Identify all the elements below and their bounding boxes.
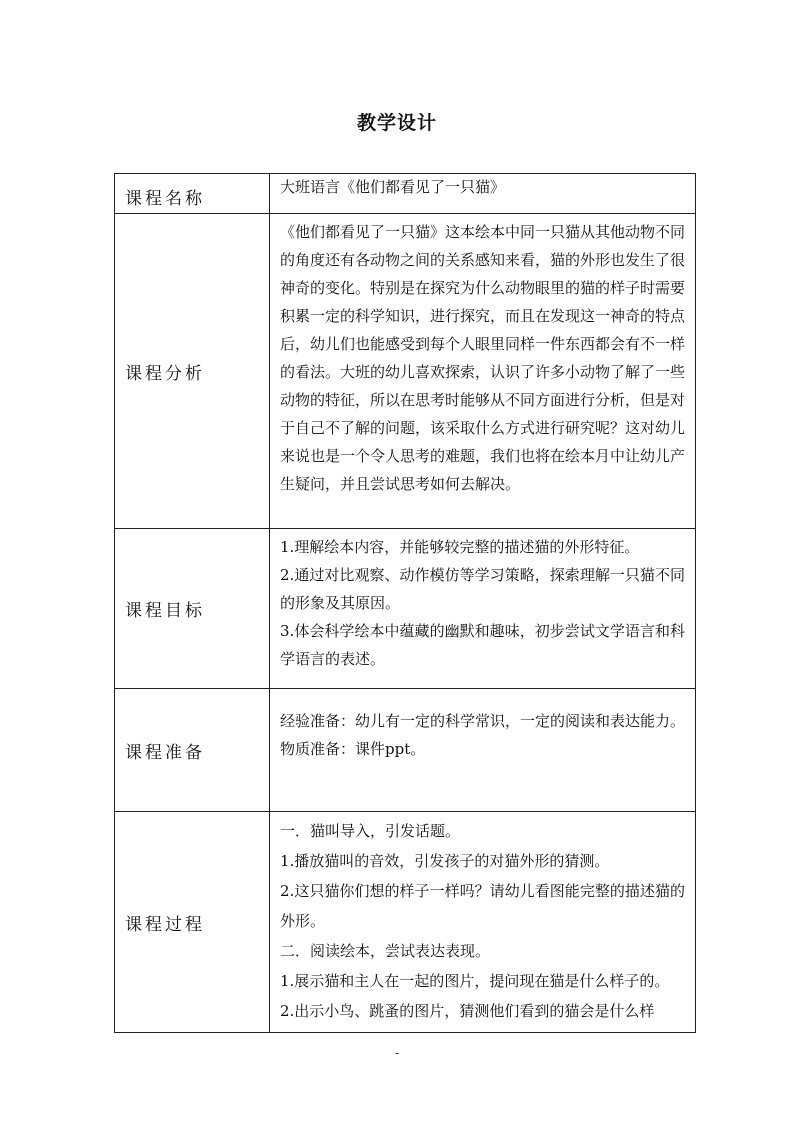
content-line: 二．阅读绘本，尝试表达表现。 <box>280 942 491 960</box>
row-content <box>270 812 696 1033</box>
table-row-course-analysis <box>115 214 696 529</box>
content-paragraph: 《他们都看见了一只猫》这本绘本中同一只猫从其他动物不同的角度还有各动物之间的关系感知来看，猫的外形也发生了很神奇的变化。特别是在探究为什么动物眼里的猫的样子时需要积累一定的科学知识，进行探究，而且在发现这一神奇的特点后，幼儿们也能感受到每个人眼里同样一件东西都会有不一样的看法。大班的幼儿喜欢探索，认识了许多小动物了解了一些动物的特征，所以在思考时能够从不同方面进行分析，但是对于自己不了解的问题，该采取什么方式进行研究呢？这对幼儿来说也是一个令人思考的难题，我们也将在绘本月中让幼儿产生疑问，并且尝试思考如何去解决。 <box>280 223 686 493</box>
content-line: 2.这只猫你们想的样子一样吗？请幼儿看图能完整的描述猫的外形。 <box>280 882 685 930</box>
row-label: 课程过程 <box>115 812 270 1033</box>
content-line: 经验准备：幼儿有一定的科学常识，一定的阅读和表达能力。物质准备：课件ppt。 <box>280 712 686 758</box>
content-line: 1.理解绘本内容，并能够较完整的描述猫的外形特征。 <box>280 538 640 556</box>
content-line: 2.出示小鸟、跳蚤的图片，猜测他们看到的猫会是什么样 <box>280 1002 655 1020</box>
table-row-course-preparation <box>115 689 696 812</box>
content-line: 一．猫叫导入，引发话题。 <box>280 822 461 840</box>
row-content <box>270 689 696 812</box>
page-footer-mark: - <box>394 1046 400 1060</box>
row-label: 课程目标 <box>115 529 270 689</box>
table-row-course-name <box>115 174 696 214</box>
content-line: 大班语言《他们都看见了一只猫》 <box>280 178 506 196</box>
table-row-course-goals <box>115 529 696 689</box>
row-content <box>270 174 696 214</box>
lesson-plan-table <box>114 173 696 1033</box>
content-line: 1.展示猫和主人在一起的图片，提问现在猫是什么样子的。 <box>280 972 670 990</box>
row-label: 课程分析 <box>115 214 270 529</box>
content-line: 3.体会科学绘本中蕴藏的幽默和趣味，初步尝试文学语言和科学语言的表述。 <box>280 622 685 668</box>
row-content <box>270 529 696 689</box>
row-label: 课程准备 <box>115 689 270 812</box>
row-content <box>270 214 696 529</box>
page-title: 教学设计 <box>356 112 437 134</box>
table-row-course-process <box>115 812 696 1033</box>
content-line: 2.通过对比观察、动作模仿等学习策略，探索理解一只猫不同的形象及其原因。 <box>280 566 685 612</box>
content-line: 1.播放猫叫的音效，引发孩子的对猫外形的猜测。 <box>280 852 610 870</box>
row-label: 课程名称 <box>115 174 270 214</box>
